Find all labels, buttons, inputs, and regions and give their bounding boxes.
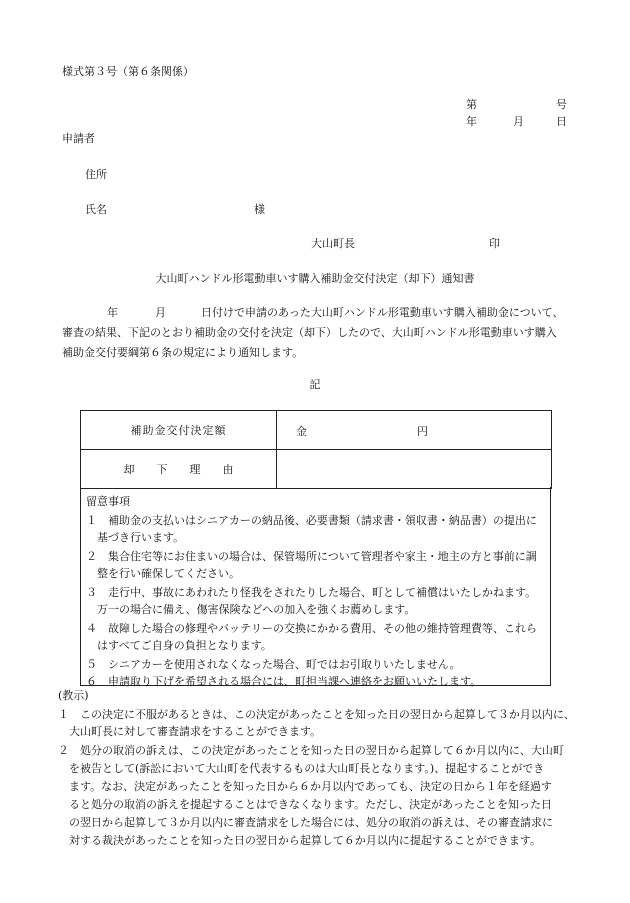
amount-row: [81, 411, 552, 450]
seal: 印: [489, 237, 500, 250]
kyoji-line: ます。なお、決定があったことを知った日から６か月以内であっても、決定の日から１年を経過す: [58, 780, 552, 793]
issuer: 大山町長: [311, 237, 355, 250]
body-month: 月: [155, 306, 166, 319]
notes-item: ３ 走行中、事故にあわれたり怪我をされたりした場合、町として補償はいたしかねます。: [86, 586, 537, 599]
kyoji-line: の翌日から起算して３か月以内に審査請求をした場合には、処分の取消の訴えは、その審査請求に: [58, 816, 553, 829]
kyoji-line: ２ 処分の取消の訴えは、この決定があったことを知った日の翌日から起算して６か月以内に、大山町: [58, 744, 564, 757]
ki-heading: 記: [309, 378, 321, 391]
amount-label: 補助金交付決定額: [81, 411, 277, 450]
notes-item: ６ 申請取り下げを希望される場合には、町担当課へ連絡をお願いいたします。: [86, 675, 482, 688]
notes-item: ２ 集合住宅等にお住まいの場合は、保管場所について管理者や家主・地主の方と事前に調: [86, 550, 537, 563]
reject-label: 却 下 理 由: [81, 450, 277, 489]
doc-number-prefix: 第: [466, 98, 477, 111]
notes-heading: 留意事項: [86, 495, 130, 508]
body-text: [62, 303, 577, 363]
notes-item: はすべてご自身の負担となります。: [86, 639, 272, 652]
name-label: 氏名: [85, 203, 107, 216]
kyoji-line: １ この決定に不服があるときは、この決定があったことを知った日の翌日から起算して３か月以内に、: [58, 708, 575, 721]
kyoji-line: ると処分の取消の訴えを提起することはできなくなります。ただし、決定があったことを知った日: [58, 798, 553, 811]
body-line1: 日付けで申請のあった大山町ハンドル形電動車いす購入補助金について、: [201, 306, 564, 319]
notes-item: 基づき行います。: [86, 531, 185, 544]
kyoji-line: 対する裁決があったことを知った日の翌日から起算して６か月以内に提起することができます。: [58, 834, 542, 847]
notes-item: 整を行い確保してください。: [86, 567, 240, 580]
body-year: 年: [107, 306, 118, 319]
body-line3: 補助金交付要綱第６条の規定により通知します。: [62, 346, 304, 359]
form-number: 様式第３号（第６条関係）: [62, 65, 194, 78]
reject-value: [277, 450, 552, 489]
amount-prefix: 金: [296, 425, 307, 438]
date-year: 年: [466, 115, 477, 128]
subsidy-table: [80, 410, 552, 489]
document-title: 大山町ハンドル形電動車いす購入補助金交付決定（却下）通知書: [155, 272, 475, 285]
reject-row: [81, 450, 552, 489]
notes-box: [80, 487, 551, 686]
amount-unit: 円: [417, 425, 428, 438]
date-month: 月: [513, 115, 524, 128]
kyoji-line: 大山町長に対して審査請求をすることができます。: [58, 725, 322, 738]
notes-item: ４ 故障した場合の修理やバッテリーの交換にかかる費用、その他の維持管理費等、これら: [86, 622, 537, 635]
kyoji-heading: (教示): [58, 689, 89, 702]
notes-item: １ 補助金の支払いはシニアカーの納品後、必要書類（請求書・領収書・納品書）の提出に: [86, 514, 537, 527]
body-line2: 審査の結果、下記のとおり補助金の交付を決定（却下）したので、大山町ハンドル形電動車いす購入: [62, 326, 557, 339]
doc-number-suffix: 号: [556, 98, 567, 111]
notes-item: ５ シニアカーを使用されなくなった場合、町ではお引取りいたしません。: [86, 658, 461, 671]
notes-item: 万一の場合に備え、傷害保険などへの加入を強くお薦めします。: [86, 603, 416, 616]
amount-value: [277, 411, 552, 450]
applicant-label: 申請者: [62, 132, 95, 145]
honorific: 様: [254, 203, 265, 216]
address-label: 住所: [85, 168, 107, 181]
date-day: 日: [556, 115, 567, 128]
kyoji-line: を被告として(訴訟において大山町を代表するものは大山町長となります。)、提起することができ: [58, 762, 545, 775]
